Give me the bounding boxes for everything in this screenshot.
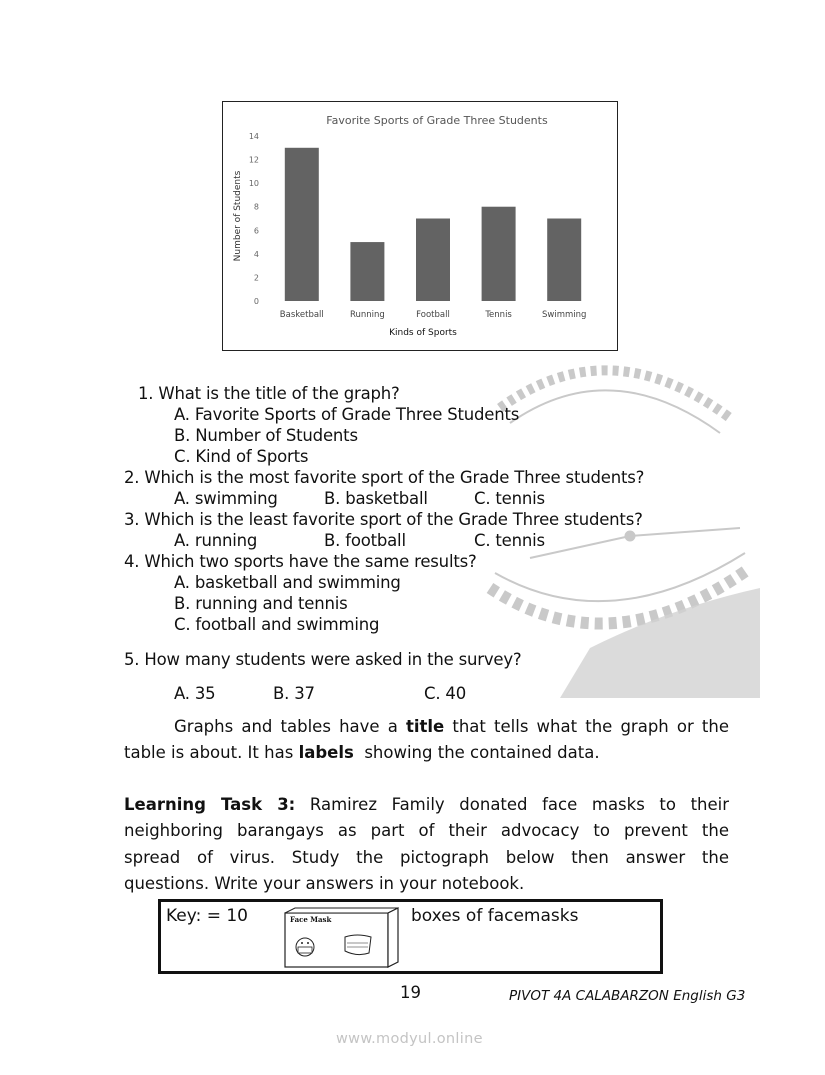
key-prefix: Key: = 10 (166, 906, 248, 926)
bar-chart (222, 101, 618, 351)
x-tick-label: Swimming (541, 310, 587, 320)
facemask-box-icon (273, 907, 413, 969)
y-tick-label: 4 (253, 249, 259, 259)
y-tick-label: 6 (253, 226, 259, 236)
chart-title: Favorite Sports of Grade Three Students (326, 114, 548, 127)
y-tick-label: 0 (253, 297, 259, 306)
site-watermark: www.modyul.online (336, 1031, 483, 1047)
task-line-4: questions. Write your answers in your notebook. (124, 874, 525, 893)
task-text: Ramirez Family donated face masks to their (309, 795, 730, 814)
task-line-3: spread of virus. Study the pictograph below then answer the (124, 848, 729, 867)
question-2: 2. Which is the most favorite sport of the Grade Three students? (124, 468, 645, 487)
note-line-2 (124, 740, 729, 767)
question-4-option-a: A. basketball and swimming (174, 573, 401, 592)
note-line-1 (174, 714, 729, 741)
note-text: Graphs and tables have a (174, 717, 406, 736)
question-4-option-b: B. running and tennis (174, 594, 348, 613)
y-tick-label: 12 (248, 155, 259, 165)
pictograph-key (158, 899, 663, 974)
facemask-box-label: Face Mask (290, 915, 332, 924)
note-text: table is about. It has (124, 743, 299, 762)
question-2-option-a: A. swimming (174, 489, 278, 508)
question-3-option-b: B. football (324, 531, 406, 550)
question-3-option-c: C. tennis (474, 531, 545, 550)
y-tick-label: 14 (248, 132, 259, 141)
note-text: showing the contained data. (353, 743, 600, 762)
note-text: that tells what the graph or the (444, 717, 729, 736)
question-4-option-c: C. football and swimming (174, 615, 380, 634)
question-2-option-c: C. tennis (474, 489, 545, 508)
bar-basketball (285, 148, 319, 301)
question-1-option-c: C. Kind of Sports (174, 447, 309, 466)
page-number: 19 (400, 983, 421, 1002)
question-5: 5. How many students were asked in the survey? (124, 650, 522, 669)
x-tick-label: Football (416, 310, 450, 320)
chart-x-axis-label: Kinds of Sports (389, 328, 457, 338)
question-3-option-a: A. running (174, 531, 258, 550)
question-3: 3. Which is the least favorite sport of the Grade Three students? (124, 510, 643, 529)
y-tick-label: 8 (253, 202, 259, 212)
bar-tennis (482, 207, 516, 301)
x-tick-label: Running (349, 310, 385, 320)
bar-swimming (547, 219, 581, 302)
question-1-option-b: B. Number of Students (174, 426, 358, 445)
question-5-option-a: A. 35 (174, 684, 216, 703)
footer-series-title: PIVOT 4A CALABARZON English G3 (509, 988, 746, 1004)
note-keyword-title: title (405, 717, 445, 736)
y-tick-label: 2 (253, 273, 259, 283)
task-line-1 (124, 792, 729, 819)
question-2-option-b: B. basketball (324, 489, 428, 508)
question-1-option-a: A. Favorite Sports of Grade Three Students (174, 405, 520, 424)
y-tick-label: 10 (248, 179, 259, 189)
chart-canvas (223, 102, 619, 352)
bar-running (350, 242, 384, 301)
question-4: 4. Which two sports have the same results? (124, 552, 477, 571)
x-tick-label: Tennis (485, 310, 512, 320)
question-5-option-b: B. 37 (273, 684, 315, 703)
key-suffix: boxes of facemasks (411, 906, 579, 926)
task-line-2: neighboring barangays as part of their advocacy to prevent the (124, 821, 729, 840)
x-tick-label: Basketball (279, 310, 324, 320)
note-keyword-labels: labels (298, 743, 354, 762)
bar-football (416, 219, 450, 302)
task-label: Learning Task 3: (124, 795, 296, 814)
question-5-option-c: C. 40 (424, 684, 467, 703)
question-1: 1. What is the title of the graph? (138, 384, 400, 403)
chart-y-axis-label: Number of Students (233, 170, 243, 262)
